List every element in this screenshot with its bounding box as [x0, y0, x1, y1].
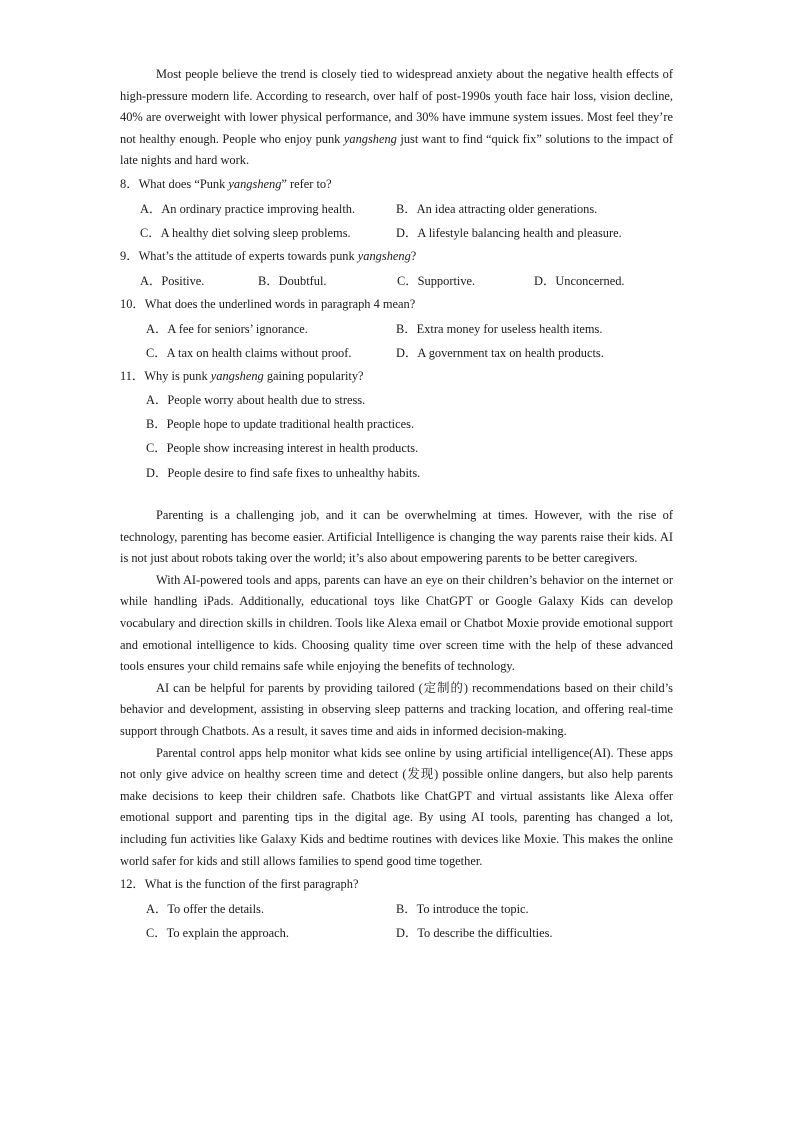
q8-option-c[interactable]: C．A healthy diet solving sleep problems. — [140, 225, 351, 240]
q12-option-b[interactable]: B．To introduce the topic. — [396, 901, 529, 916]
question-8: 8．What does “Punk yangsheng” refer to? — [120, 176, 332, 191]
q11-option-a[interactable]: A．People worry about health due to stress. — [146, 392, 366, 407]
q9-option-b[interactable]: B．Doubtful. — [258, 273, 327, 288]
document-page — [120, 64, 673, 944]
q10-option-a[interactable]: A．A fee for seniors’ ignorance. — [146, 321, 308, 336]
question-11: 11．Why is punk yangsheng gaining popularity? — [120, 369, 364, 384]
q11-option-d[interactable]: D．People desire to find safe fixes to unhealthy habits. — [146, 465, 421, 480]
q9-option-c[interactable]: C．Supportive. — [397, 273, 476, 288]
q12-option-d[interactable]: D．To describe the difficulties. — [396, 926, 553, 940]
q8-options-row2 — [120, 220, 673, 244]
q8-option-d[interactable]: D．A lifestyle balancing health and pleasure. — [396, 225, 622, 240]
q10-option-d[interactable]: D．A government tax on health products. — [396, 345, 604, 360]
question-10: 10．What does the underlined words in paragraph 4 mean? — [120, 297, 416, 312]
q12-options-row2 — [120, 920, 673, 944]
q11-option-b[interactable]: B．People hope to update traditional health practices. — [146, 417, 415, 432]
q11-option-c[interactable]: C．People show increasing interest in health products. — [146, 441, 419, 456]
question-12: 12．What is the function of the first paragraph? — [120, 877, 359, 892]
passage1-paragraph: Most people believe the trend is closely tied to widespread anxiety about the negative health effects of high-pressure modern life. According to research, over half of post-1990s youth face hair loss, vision decline, 40% are overweight with lower physical performance, and 30% have immune system issues. Most feel they’re not healthy enough. People who enjoy punk yangsheng just want to find “quick fix” solutions to the impact of late nights and hard work. — [120, 67, 673, 168]
q8-options-row1 — [120, 196, 673, 220]
q8-option-a[interactable]: A．An ordinary practice improving health. — [140, 201, 356, 216]
q10-option-b[interactable]: B．Extra money for useless health items. — [396, 321, 603, 336]
q9-option-a[interactable]: A．Positive. — [140, 273, 205, 288]
q9-option-d[interactable]: D．Unconcerned. — [534, 273, 625, 288]
q9-options-row — [120, 268, 673, 292]
q12-option-c[interactable]: C．To explain the approach. — [146, 926, 289, 940]
q8-option-b[interactable]: B．An idea attracting older generations. — [396, 201, 598, 216]
passage2-paragraph-2: With AI-powered tools and apps, parents can have an eye on their children’s behavior on the internet or while handling iPads. Additionally, educational toys like ChatGPT or Google Galaxy Kids can develop vocabulary and direction skills in children. Tools like Alexa email or Chatbot Moxie provide emotional support and emotional intelligence to kids. Choosing quality time over screen time with the help of these advanced tools ensures your child remains safe while enjoying the benefits of technology. — [120, 572, 673, 674]
q10-options-row1 — [120, 316, 673, 340]
q12-options-row1 — [120, 896, 673, 920]
q12-option-a[interactable]: A．To offer the details. — [146, 901, 264, 916]
q10-options-row2 — [120, 340, 673, 364]
q10-option-c[interactable]: C．A tax on health claims without proof. — [146, 345, 352, 360]
passage2-paragraph-3: AI can be helpful for parents by providing tailored (定制的) recommendations based on their child’s behavior and development, assisting in observing sleep patterns and tracking location, and offering real-time support through Chatbots. As a result, it saves time and aids in informed decision-making. — [120, 680, 673, 738]
question-9: 9．What’s the attitude of experts towards punk yangsheng? — [120, 249, 417, 264]
passage2-paragraph-4: Parental control apps help monitor what kids see online by using artificial intelligence(AI). These apps not only give advice on healthy screen time and detect (发现) possible online dangers, but also help parents make decisions to keep their children safe. Chatbots like ChatGPT and virtual assistants like Alexa offer emotional support and parenting tips in the digital age. By using AI tools, parenting has changed a lot, including fun activities like Galaxy Kids and bedtime routines with devices like Moxie. This makes the online world safer for kids and still allows families to spend good time together. — [120, 745, 673, 868]
passage2-paragraph-1: Parenting is a challenging job, and it can be overwhelming at times. However, with the rise of technology, parenting has become easier. Artificial Intelligence is changing the way parents raise their kids. AI is not just about robots taking over the world; it’s also about empowering parents to be better caregivers. — [120, 508, 673, 566]
